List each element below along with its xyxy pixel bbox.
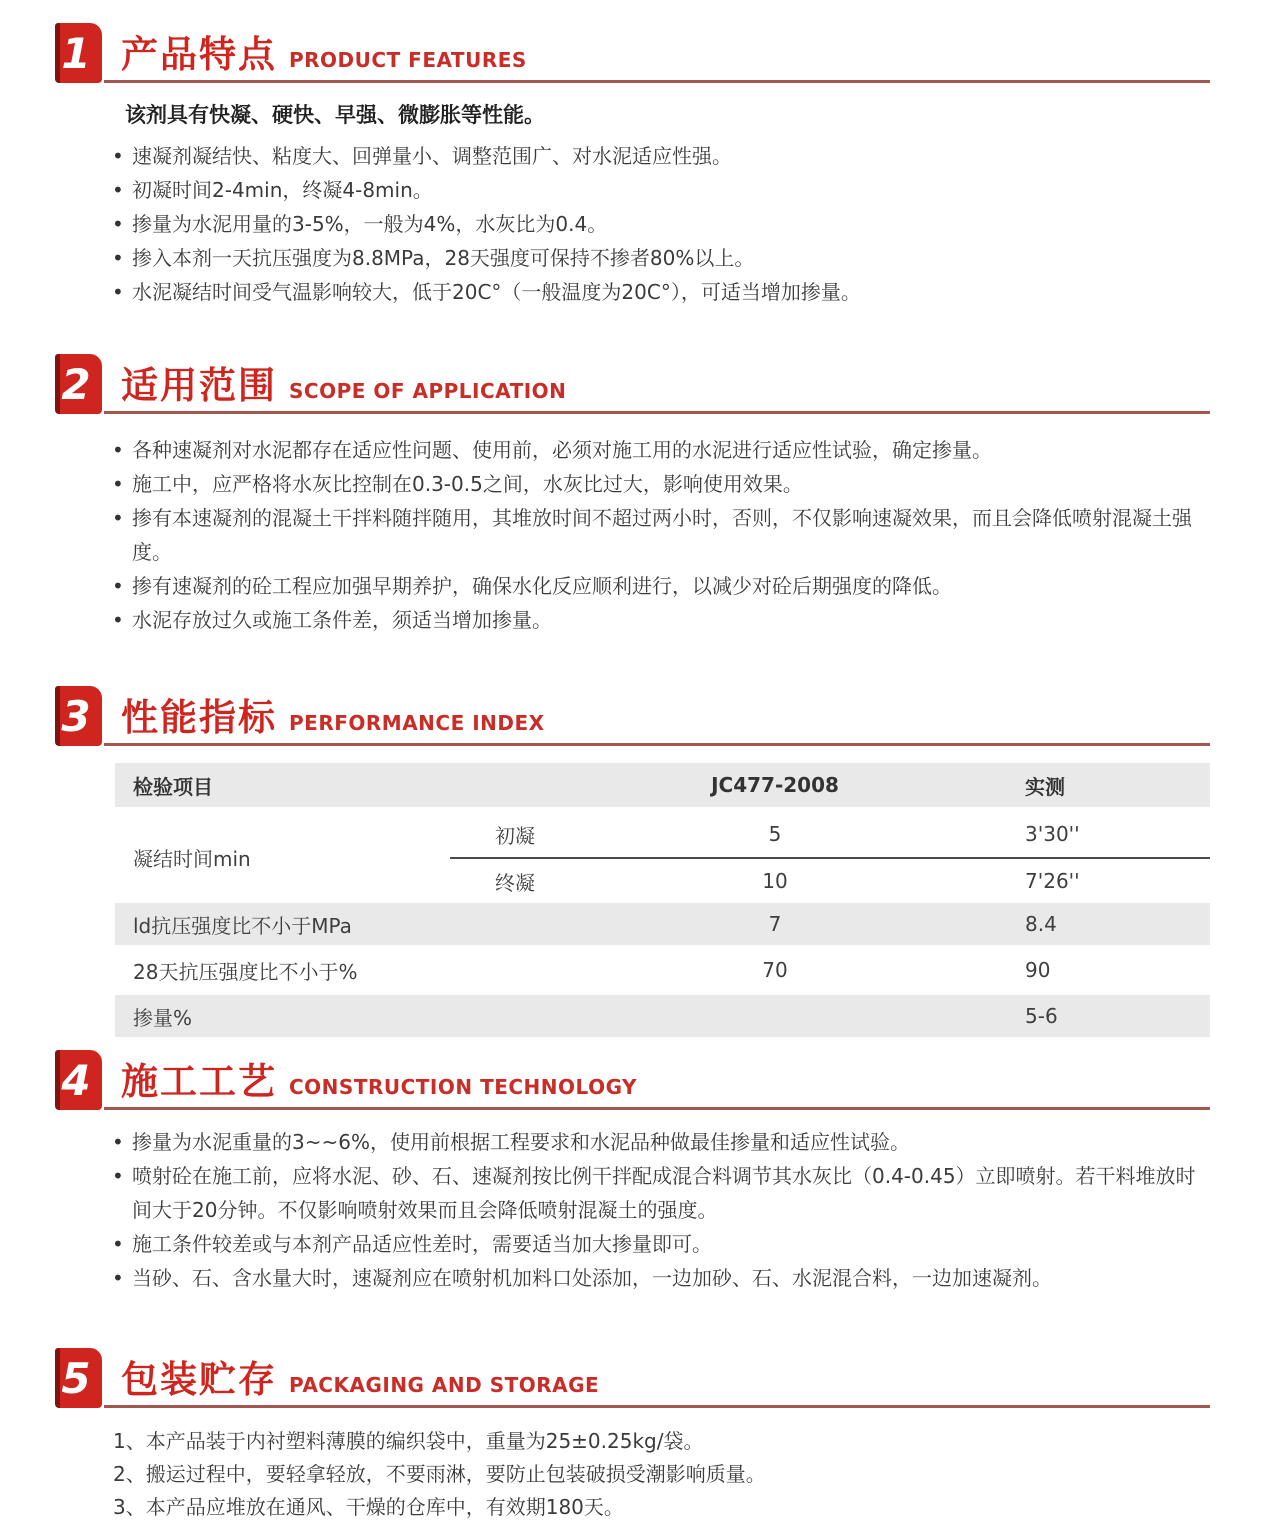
section-1-number-badge (55, 23, 102, 83)
header-underline (104, 1107, 1210, 1110)
numbered-item: 3、本产品应堆放在通风、干燥的仓库中，有效期180天。 (113, 1495, 624, 1519)
bullet-item: • 喷射砼在施工前，应将水泥、砂、石、速凝剂按比例干拌配成混合料调节其水灰比（0.4-0.45）立即喷射。若干料堆放时间大于20分钟。不仅影响喷射效果而且会降低喷射混凝土的强度。 (110, 1159, 1210, 1227)
section-number: 1 (61, 28, 91, 78)
section-title-zh: 包装贮存 (121, 1358, 277, 1401)
section-1-titles (121, 24, 527, 78)
section-performance-index (55, 683, 1210, 1037)
col-header-item: 检验项目 (133, 774, 213, 799)
section-5-titles (121, 1349, 599, 1403)
header-underline (104, 743, 1210, 746)
bullet-item: • 施工条件较差或与本剂产品适应性差时，需要适当加大掺量即可。 (110, 1227, 1210, 1261)
section-2-titles (121, 355, 566, 409)
packaging-numbered-list (113, 1425, 1210, 1524)
numbered-item: 1、本产品装于内衬塑料薄膜的编织袋中，重量为25±0.25kg/袋。 (113, 1429, 704, 1453)
section-title-zh: 施工工艺 (121, 1060, 277, 1103)
section-title-en: PRODUCT FEATURES (289, 48, 527, 72)
section-title-zh: 性能指标 (121, 696, 277, 739)
section-title-en: SCOPE OF APPLICATION (289, 379, 567, 403)
measured-value: 3'30'' (1025, 822, 1080, 846)
section-number: 3 (61, 691, 91, 741)
standard-value: 7 (768, 912, 782, 936)
bullet-item: • 水泥存放过久或施工条件差，须适当增加掺量。 (110, 603, 1210, 637)
table-row (115, 995, 1210, 1037)
section-1-header (55, 20, 1210, 84)
section-number: 5 (61, 1353, 91, 1403)
section-title-zh: 产品特点 (121, 33, 277, 76)
sub-label-final-set: 终凝 (450, 857, 580, 903)
standard-value: 5 (768, 822, 782, 846)
section-number: 4 (61, 1055, 91, 1105)
section-product-features (55, 20, 1210, 309)
col-header-standard: JC477-2008 (711, 773, 839, 797)
row-label: 掺量% (133, 1005, 193, 1030)
bullet-item: • 掺入本剂一天抗压强度为8.8MPa，28天强度可保持不掺者80%以上。 (110, 241, 1210, 275)
section-4-titles (121, 1051, 637, 1105)
section-title-en: PACKAGING AND STORAGE (289, 1373, 600, 1397)
section-title-en: PERFORMANCE INDEX (289, 711, 545, 735)
section-packaging-and-storage (55, 1345, 1210, 1524)
bullet-item: • 各种速凝剂对水泥都存在适应性问题、使用前，必须对施工用的水泥进行适应性试验，确定掺量。 (110, 433, 1210, 467)
table-row (115, 903, 1210, 945)
col-header-measured: 实测 (1025, 774, 1065, 799)
measured-value: 8.4 (1025, 912, 1057, 936)
bullet-item: • 掺有本速凝剂的混凝土干拌料随拌随用，其堆放时间不超过两小时，否则，不仅影响速凝效果，而且会降低喷射混凝土强度。 (110, 501, 1210, 569)
bullet-item: • 速凝剂凝结快、粘度大、回弹量小、调整范围广、对水泥适应性强。 (110, 139, 1210, 173)
measured-value: 90 (1025, 958, 1051, 982)
numbered-item: 2、搬运过程中，要轻拿轻放，不要雨淋，要防止包装破损受潮影响质量。 (113, 1462, 766, 1486)
section-4-header (55, 1047, 1210, 1111)
bullet-item: • 掺有速凝剂的砼工程应加强早期养护，确保水化反应顺利进行，以减少对砼后期强度的降低。 (110, 569, 1210, 603)
row-label: 28天抗压强度比不小于% (133, 959, 358, 984)
bullet-item: • 施工中，应严格将水灰比控制在0.3-0.5之间，水灰比过大，影响使用效果。 (110, 467, 1210, 501)
construction-bullet-list (110, 1125, 1210, 1295)
section-scope-of-application (55, 351, 1210, 637)
section-title-zh: 适用范围 (121, 364, 277, 407)
row-label: 凝结时间min (133, 846, 251, 871)
section-2-header (55, 351, 1210, 415)
sub-label-initial-set: 初凝 (495, 823, 535, 848)
bullet-item: • 初凝时间2-4min，终凝4-8min。 (110, 173, 1210, 207)
bullet-item: • 水泥凝结时间受气温影响较大，低于20C°（一般温度为20C°），可适当增加掺量。 (110, 275, 1210, 309)
header-underline (104, 411, 1210, 414)
table-header-row (115, 763, 1210, 807)
measured-value: 5-6 (1025, 1004, 1058, 1028)
scope-bullet-list (110, 433, 1210, 637)
section-5-number-badge (55, 1348, 102, 1408)
section-number: 2 (61, 359, 91, 409)
features-intro: 该剂具有快凝、硬快、早强、微膨胀等性能。 (125, 103, 545, 127)
section-title-en: CONSTRUCTION TECHNOLOGY (289, 1075, 638, 1099)
features-bullet-list (110, 139, 1210, 309)
bullet-item: • 当砂、石、含水量大时，速凝剂应在喷射机加料口处添加，一边加砂、石、水泥混合料，一边加速凝剂。 (110, 1261, 1210, 1295)
section-2-number-badge (55, 354, 102, 414)
performance-table (115, 763, 1210, 1037)
table-row (115, 949, 1210, 991)
header-underline (104, 1405, 1210, 1408)
measured-value: 7'26'' (970, 857, 1210, 903)
setting-time-row-group (115, 811, 1210, 903)
section-3-header (55, 683, 1210, 747)
bullet-item: • 掺量为水泥重量的3~~6%，使用前根据工程要求和水泥品种做最佳掺量和适应性试验。 (110, 1125, 1210, 1159)
row-label: ld抗压强度比不小于MPa (133, 913, 352, 938)
section-3-titles (121, 687, 545, 741)
standard-value: 10 (580, 857, 970, 903)
header-underline (104, 80, 1210, 83)
section-construction-technology (55, 1047, 1210, 1295)
standard-value: 70 (762, 958, 788, 982)
section-3-number-badge (55, 686, 102, 746)
section-4-number-badge (55, 1050, 102, 1110)
bullet-item: • 掺量为水泥用量的3-5%，一般为4%，水灰比为0.4。 (110, 207, 1210, 241)
section-5-header (55, 1345, 1210, 1409)
